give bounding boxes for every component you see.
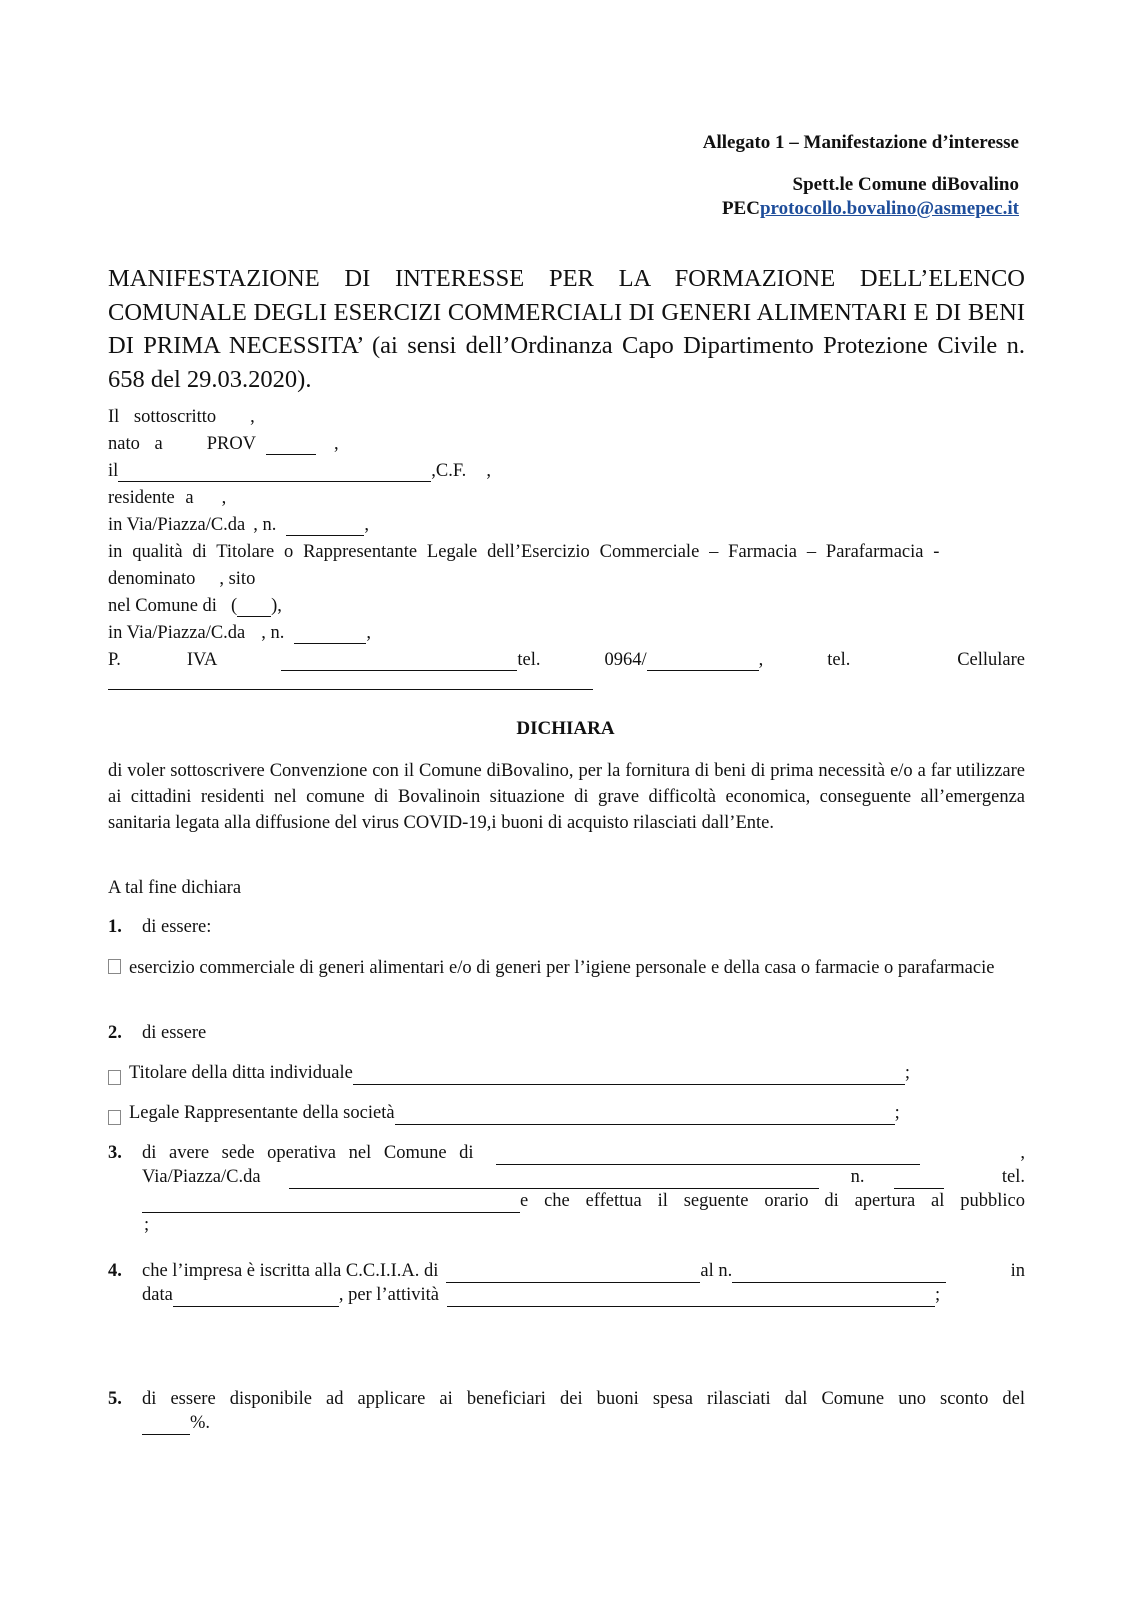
item-5 — [108, 1387, 1025, 1435]
field-provincia-esercizio[interactable] — [237, 598, 271, 617]
comma: , — [221, 488, 227, 508]
item-1-text: di essere: — [142, 917, 212, 937]
item-2 — [108, 1021, 1025, 1045]
form-row-residente — [108, 483, 1025, 509]
label-nato-a: nato a — [108, 434, 163, 454]
dichiara-body: di voler sottoscrivere Convenzione con il Comune diBovalino, per la fornitura di beni di prima necessità e/o a far utilizzare ai cittadini residenti nel comune di Bovalinoin situazione di grave difficoltà economica, conseguente all’emergenza sanitaria legata alla diffusione del virus COVID-19,i buoni di acquisto rilasciati dall’Ente. — [108, 761, 1025, 833]
label-p: P. — [108, 650, 121, 670]
checkbox[interactable] — [108, 959, 121, 974]
recipient-label: Spett.le Comune diBovalino — [792, 174, 1019, 195]
label-prefix: 0964/ — [604, 650, 647, 670]
field-telefono[interactable] — [647, 652, 759, 671]
checkbox[interactable] — [108, 1070, 121, 1085]
label-attivita: , per l’attività — [338, 1285, 439, 1305]
field-via-sede[interactable] — [289, 1170, 819, 1189]
item-3 — [108, 1141, 1025, 1237]
item-1 — [108, 915, 1025, 939]
label-data: data — [142, 1285, 173, 1305]
paren-close: ), — [271, 596, 282, 616]
form-row-nato — [108, 429, 1025, 455]
field-ditta-individuale[interactable] — [353, 1066, 905, 1085]
item-number: 3. — [108, 1143, 122, 1163]
label-numero: , n. — [253, 515, 277, 535]
item-4-text: che l’impresa è iscritta alla C.C.I.I.A. di — [142, 1261, 439, 1281]
checkbox[interactable] — [108, 1110, 121, 1125]
form-row-piva — [108, 645, 1025, 671]
dichiara-intro: A tal fine dichiara — [108, 878, 242, 898]
label-via-residenza: in Via/Piazza/C.da — [108, 515, 246, 535]
label-denominato: denominato — [108, 569, 196, 589]
item-number: 2. — [108, 1023, 122, 1043]
label-percent: %. — [190, 1413, 211, 1433]
semicolon: ; — [144, 1215, 150, 1235]
label-numero-esercizio: , n. — [261, 623, 285, 643]
item-2-option-b — [108, 1101, 1025, 1125]
field-societa[interactable] — [395, 1106, 895, 1125]
label-tel-sede: tel. — [1001, 1167, 1025, 1187]
label-qualita: in qualità di Titolare o Rappresentante Legale dell’Esercizio Commerciale – Farmacia – Parafarmacia - — [108, 542, 940, 562]
comma: , — [758, 650, 764, 670]
semicolon: ; — [904, 1063, 910, 1083]
label-al-n: al n. — [700, 1261, 733, 1281]
item-1-option-text: esercizio commerciale di generi alimentari e/o di generi per l’igiene personale e della casa o farmacie o parafarmacie — [129, 958, 995, 978]
field-numero-iscrizione[interactable] — [732, 1264, 946, 1283]
option-titolare-label: Titolare della ditta individuale — [129, 1063, 353, 1083]
comma: , — [364, 515, 370, 535]
item-1-option — [108, 955, 1025, 981]
label-iva: IVA — [186, 650, 218, 670]
comma: , — [250, 407, 255, 427]
field-cciaa[interactable] — [446, 1264, 700, 1283]
allegato-label: Allegato 1 – Manifestazione d’interesse — [702, 132, 1019, 153]
field-data-nascita[interactable] — [118, 463, 431, 482]
form-row-sottoscritto — [108, 402, 1025, 428]
field-numero-residenza[interactable] — [286, 517, 364, 536]
label-cf: ,C.F. — [431, 461, 467, 481]
comma: , — [334, 434, 339, 454]
document-title: MANIFESTAZIONE DI INTERESSE PER LA FORMAZIONE DELL’ELENCO COMUNALE DEGLI ESERCIZI COMMERCIALI DI GENERI ALIMENTARI E DI BENI DI PRIMA NECESSITA’ (ai sensi dell’Ordinanza Capo Dipartimento Protezione Civile n. 658 del 29.03.2020). — [108, 265, 1025, 393]
section-heading-dichiara: DICHIARA — [516, 718, 615, 739]
item-3-text: di avere sede operativa nel Comune di — [142, 1143, 474, 1163]
form-row-via-residenza — [108, 510, 1025, 536]
option-legale-label: Legale Rappresentante della società — [129, 1103, 395, 1123]
label-via-sede: Via/Piazza/C.da — [142, 1167, 261, 1187]
label-orario: e che effettua il seguente orario di apertura al pubblico — [520, 1191, 1025, 1211]
item-5-text: di essere disponibile ad applicare ai beneficiari dei buoni spesa rilasciati dal Comune uno sconto del — [142, 1389, 1025, 1409]
form-row-comune — [108, 591, 1025, 617]
item-2-text: di essere — [142, 1023, 207, 1043]
field-prov[interactable] — [266, 436, 316, 455]
item-number: 1. — [108, 917, 122, 937]
label-prov: PROV — [206, 434, 257, 454]
label-sito: , sito — [219, 569, 256, 589]
field-attivita[interactable] — [447, 1288, 935, 1307]
label-tel: tel. — [517, 650, 541, 670]
label-n-sede: n. — [850, 1167, 865, 1187]
field-n-sede[interactable] — [894, 1170, 944, 1189]
field-cellulare[interactable] — [108, 689, 593, 690]
comma: , — [366, 623, 372, 643]
field-sconto[interactable] — [142, 1416, 190, 1435]
field-tel-sede[interactable] — [142, 1194, 520, 1213]
form-row-il-cf — [108, 456, 1025, 482]
label-in: in — [1010, 1261, 1025, 1281]
pec-line — [722, 197, 1019, 221]
item-4 — [108, 1259, 1025, 1307]
field-numero-esercizio[interactable] — [294, 625, 366, 644]
pec-label: PEC — [721, 198, 760, 219]
label-residente-a: residente a — [108, 488, 194, 508]
item-number: 5. — [108, 1389, 122, 1409]
form-row-via-esercizio — [108, 618, 1025, 644]
label-sottoscritto: Il sottoscritto — [108, 407, 217, 427]
semicolon: ; — [934, 1285, 941, 1305]
form-row-qualita — [108, 537, 1025, 563]
form-row-denominato — [108, 564, 1025, 590]
semicolon: ; — [894, 1103, 900, 1123]
label-via-esercizio: in Via/Piazza/C.da — [108, 623, 246, 643]
item-number: 4. — [108, 1261, 122, 1281]
paren-open: ( — [230, 596, 238, 616]
comma: , — [1020, 1143, 1025, 1163]
pec-email-link[interactable]: protocollo.bovalino@asmepec.it — [759, 198, 1019, 219]
label-tel2: tel. — [827, 650, 851, 670]
item-2-option-a — [108, 1061, 1025, 1085]
label-il: il — [108, 461, 119, 481]
field-partita-iva[interactable] — [281, 652, 517, 671]
field-comune-sede[interactable] — [496, 1146, 920, 1165]
comma: , — [486, 461, 491, 481]
label-nel-comune: nel Comune di — [108, 596, 217, 616]
label-cellulare: Cellulare — [957, 650, 1025, 670]
field-data-iscrizione[interactable] — [173, 1288, 339, 1307]
